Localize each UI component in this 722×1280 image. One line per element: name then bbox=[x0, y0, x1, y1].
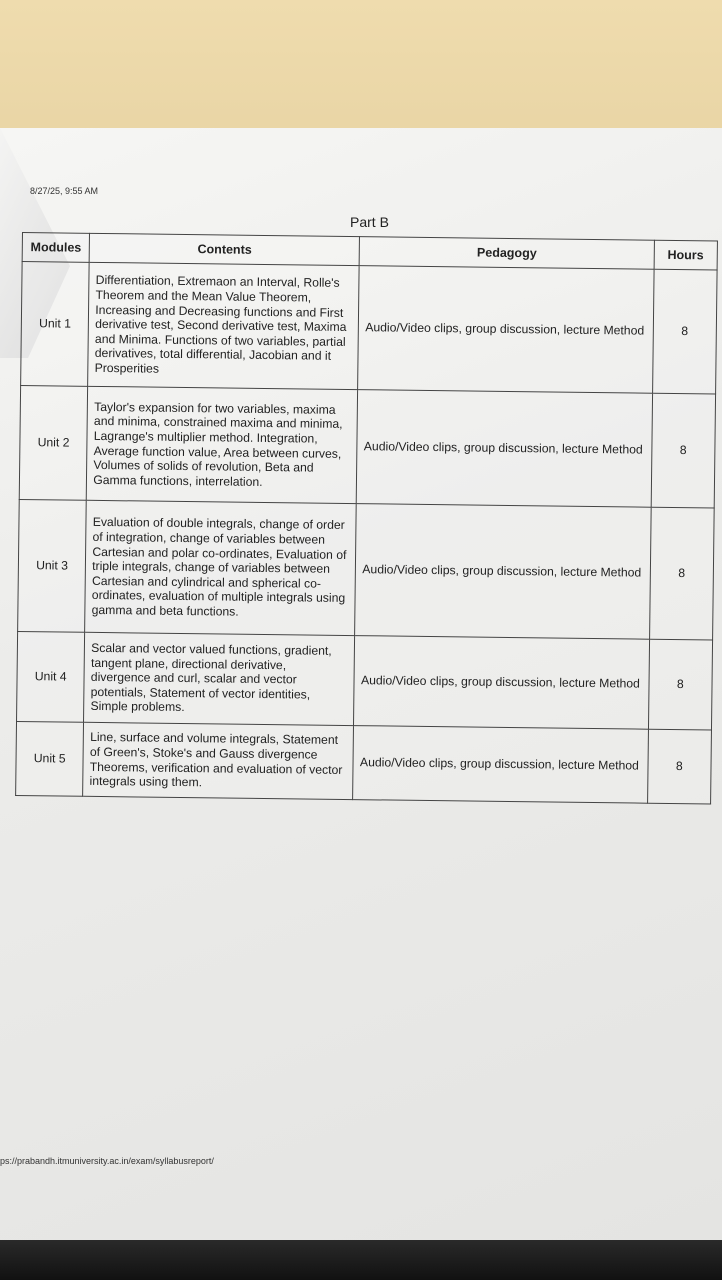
contents-cell: Line, surface and volume integrals, Statement of Green's, Stoke's and Gauss divergence Theorems, verification and evaluation of vector integrals using them. bbox=[83, 722, 354, 799]
contents-cell: Taylor's expansion for two variables, maxima and minima, constrained maxima and minima, Lagrange's multiplier method. Integration, Average function value, Area between curves, Volumes of solids of revolution, Beta and Gamma functions, interrelation. bbox=[87, 386, 359, 503]
hours-cell: 8 bbox=[647, 729, 711, 804]
hours-cell: 8 bbox=[651, 393, 716, 508]
pedagogy-cell: Audio/Video clips, group discussion, lecture Method bbox=[357, 390, 653, 508]
table-row bbox=[19, 385, 715, 507]
header-pedagogy: Pedagogy bbox=[360, 237, 655, 270]
background-top bbox=[0, 0, 722, 140]
pedagogy-cell: Audio/Video clips, group discussion, lecture Method bbox=[358, 266, 654, 394]
contents-cell: Evaluation of double integrals, change of order of integration, change of variables between Cartesian and polar co-ordinates, Evaluation of triple integrals, change of variables between Cartesian and cylindrical and spherical co-ordinates, evaluation of multiple integrals using gamma and beta functions. bbox=[85, 500, 357, 635]
module-cell: Unit 3 bbox=[18, 499, 87, 632]
table-row bbox=[17, 631, 713, 729]
module-cell: Unit 1 bbox=[21, 262, 90, 387]
hours-cell: 8 bbox=[652, 269, 717, 394]
module-cell: Unit 5 bbox=[16, 721, 84, 796]
header-hours: Hours bbox=[654, 240, 718, 270]
module-cell: Unit 4 bbox=[17, 631, 85, 722]
pedagogy-cell: Audio/Video clips, group discussion, lecture Method bbox=[355, 504, 651, 640]
contents-cell: Scalar and vector valued functions, gradient, tangent plane, directional derivative, divergence and curl, scalar and vector potentials, Statement of vector identities, Simple problems. bbox=[84, 632, 355, 725]
hours-cell: 8 bbox=[648, 639, 712, 730]
hours-cell: 8 bbox=[649, 507, 714, 640]
section-title: Part B bbox=[350, 214, 389, 230]
table-row bbox=[18, 499, 715, 639]
header-contents: Contents bbox=[89, 233, 359, 265]
header-modules: Modules bbox=[22, 233, 90, 263]
pedagogy-cell: Audio/Video clips, group discussion, lecture Method bbox=[353, 726, 648, 804]
contents-cell: Differentiation, Extremaon an Interval, Rolle's Theorem and the Mean Value Theorem, Increasing and Decreasing functions and First derivative test, Second derivative test, Maxima and Minima. Functions of two variables, partial derivatives, total differential, Jacobian and it Prosperities bbox=[88, 262, 360, 389]
background-bottom bbox=[0, 1240, 722, 1280]
pedagogy-cell: Audio/Video clips, group discussion, lecture Method bbox=[354, 636, 649, 730]
table-row bbox=[21, 262, 717, 394]
footer-url: ps://prabandh.itmuniversity.ac.in/exam/syllabusreport/ bbox=[0, 1156, 214, 1166]
module-cell: Unit 2 bbox=[19, 385, 88, 500]
syllabus-table bbox=[15, 232, 718, 804]
print-timestamp: 8/27/25, 9:55 AM bbox=[30, 186, 99, 196]
table-row bbox=[16, 721, 712, 803]
